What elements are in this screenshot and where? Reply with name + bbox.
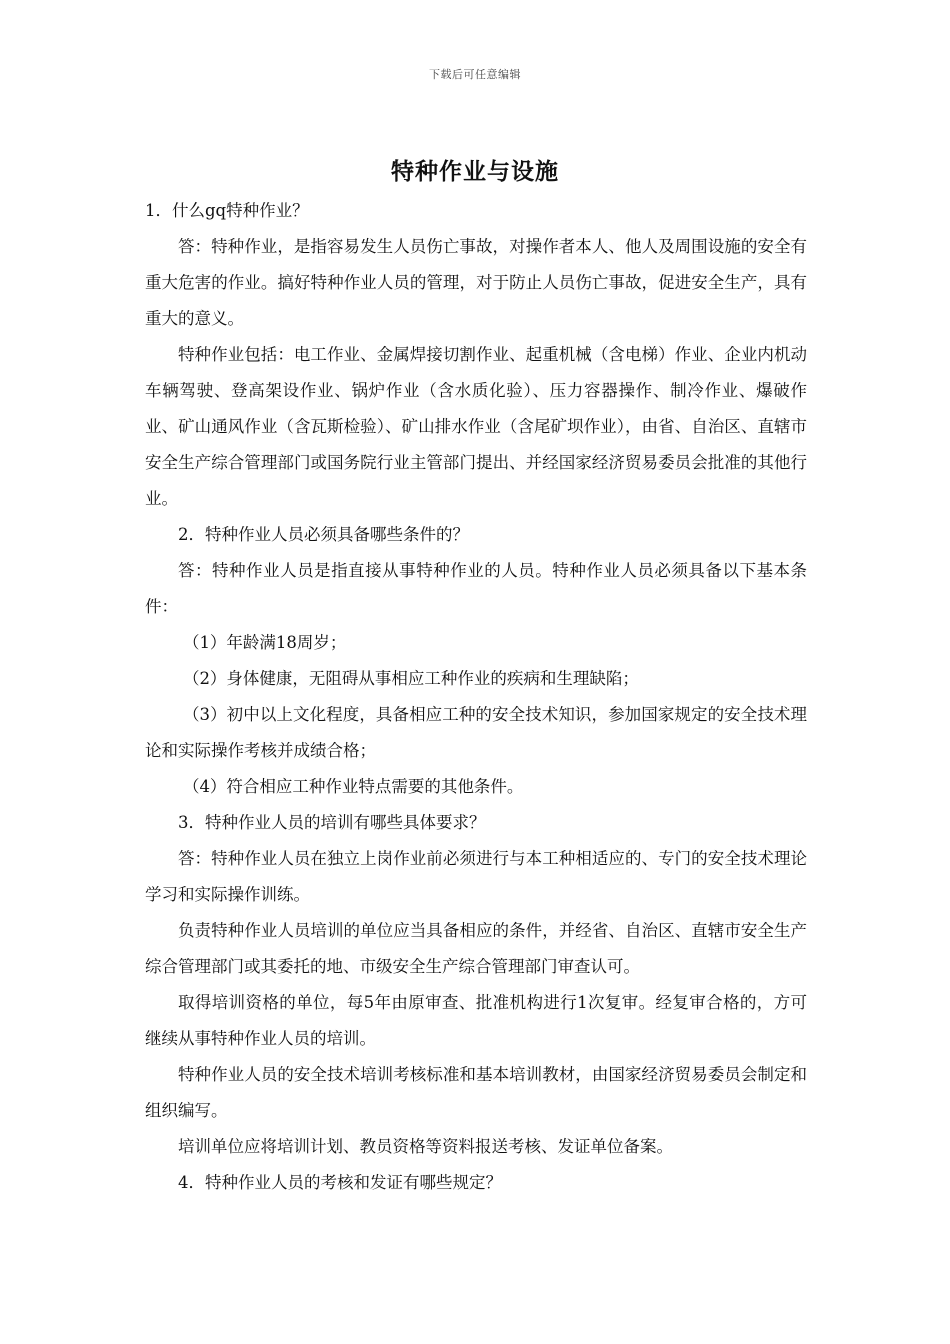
paragraph-standards: 特种作业人员的安全技术培训考核标准和基本培训教材，由国家经济贸易委员会制定和组织编写。 — [145, 1065, 807, 1120]
answer-1: 答：特种作业，是指容易发生人员伤亡事故，对操作者本人、他人及周围设施的安全有重大危害的作业。搞好特种作业人员的管理，对于防止人员伤亡事故，促进安全生产，具有重大的意义。 — [145, 237, 807, 328]
condition-item-2: （2）身体健康，无阻碍从事相应工种作业的疾病和生理缺陷； — [182, 669, 639, 688]
question-1: 1．什么gq特种作业？ — [145, 201, 309, 220]
condition-item-3: （3）初中以上文化程度，具备相应工种的安全技术知识，参加国家规定的安全技术理论和实际操作考核并成绩合格； — [145, 705, 807, 760]
document-body — [145, 193, 807, 1201]
answer-3: 答：特种作业人员在独立上岗作业前必须进行与本工种相适应的、专门的安全技术理论学习和实际操作训练。 — [145, 849, 807, 904]
paragraph-filing: 培训单位应将培训计划、教员资格等资料报送考核、发证单位备案。 — [178, 1137, 673, 1156]
document-title: 特种作业与设施 — [391, 158, 559, 185]
paragraph-training-unit: 负责特种作业人员培训的单位应当具备相应的条件，并经省、自治区、直辖市安全生产综合管理部门或其委托的地、市级安全生产综合管理部门审查认可。 — [145, 921, 807, 976]
condition-item-1: （1）年龄满18周岁； — [182, 633, 347, 652]
question-3: 3．特种作业人员的培训有哪些具体要求？ — [178, 813, 486, 832]
question-4: 4．特种作业人员的考核和发证有哪些规定？ — [178, 1173, 502, 1192]
paragraph-special-operations-list: 特种作业包括：电工作业、金属焊接切割作业、起重机械（含电梯）作业、企业内机动车辆驾驶、登高架设作业、锅炉作业（含水质化验）、压力容器操作、制冷作业、爆破作业、矿山通风作业（含瓦斯检验）、矿山排水作业（含尾矿坝作业），由省、自治区、直辖市安全生产综合管理部门或国务院行业主管部门提出、并经国家经济贸易委员会批准的其他行业。 — [145, 345, 807, 508]
header-note: 下载后可任意编辑 — [429, 68, 521, 81]
condition-item-4: （4）符合相应工种作业特点需要的其他条件。 — [182, 777, 524, 796]
answer-2: 答：特种作业人员是指直接从事特种作业的人员。特种作业人员必须具备以下基本条件： — [145, 561, 807, 616]
question-2: 2．特种作业人员必须具备哪些条件的？ — [178, 525, 469, 544]
paragraph-review: 取得培训资格的单位，每5年由原审查、批准机构进行1次复审。经复审合格的，方可继续从事特种作业人员的培训。 — [145, 993, 807, 1048]
